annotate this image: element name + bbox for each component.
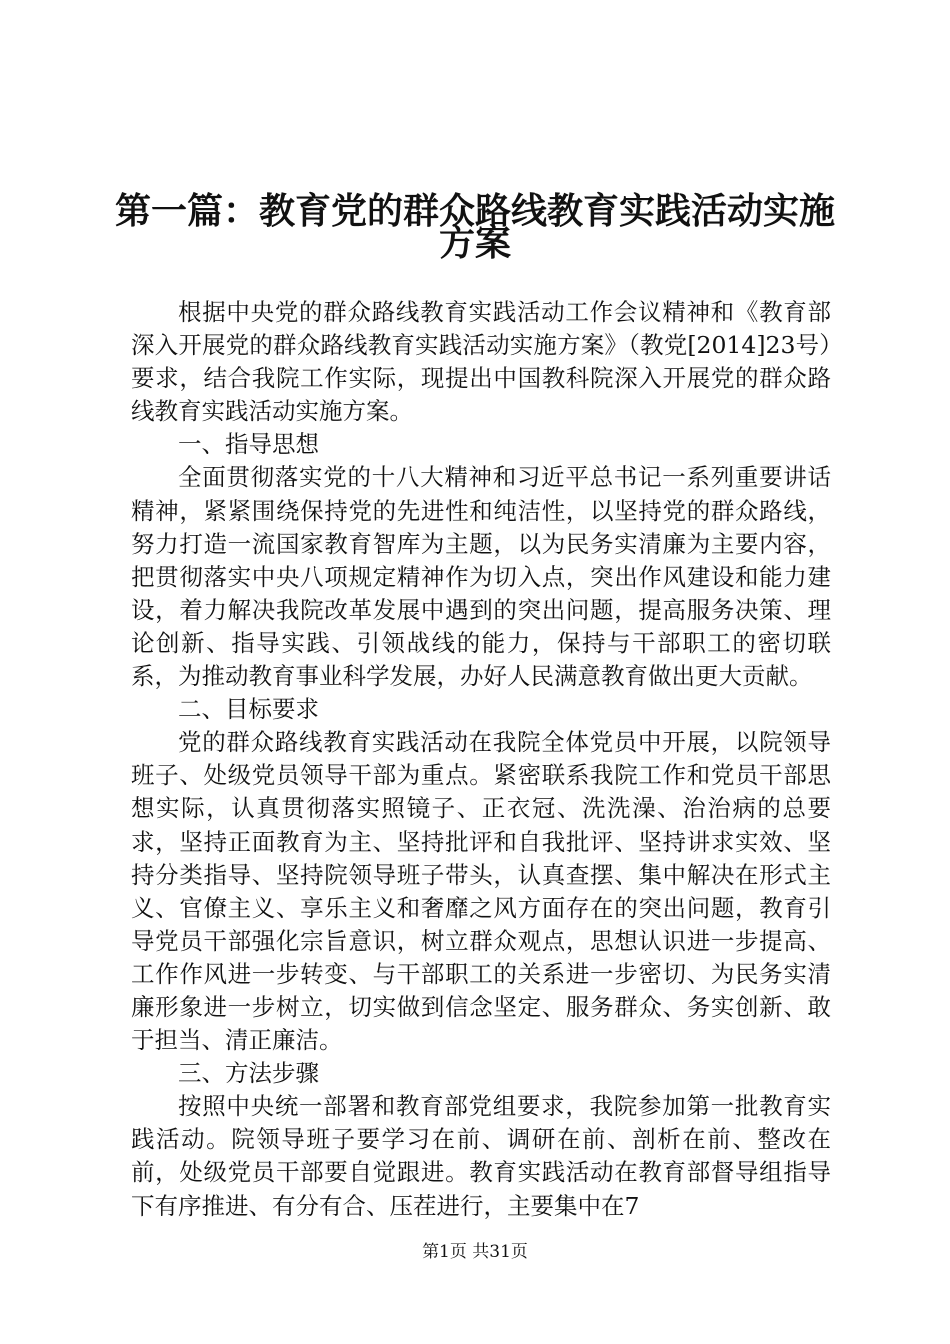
section-heading-goals: 二、目标要求 xyxy=(178,695,319,724)
guiding-thought-paragraph: 全面贯彻落实党的十八大精神和习近平总书记一系列重要讲话精神，紧紧围绕保持党的先进性和纯洁性，以坚持党的群众路线，努力打造一流国家教育智库为主题，以为民务实清廉为主要内容，把贯彻落实中央八项规定精神作为切入点，突出作风建设和能力建设，着力解决我院改革发展中遇到的突出问题，提高服务决策、理论创新、指导实践、引领战线的能力，保持与干部职工的密切联系，为推动教育事业科学发展，办好人民满意教育做出更大贡献。 xyxy=(131,463,831,691)
section-heading-methods: 三、方法步骤 xyxy=(178,1059,319,1088)
document-title-line-2: 方案 xyxy=(438,222,511,264)
page-number-footer: 第1页 共31页 xyxy=(422,1242,528,1262)
document-body xyxy=(131,296,831,1223)
intro-paragraph: 根据中央党的群众路线教育实践活动工作会议精神和《教育部深入开展党的群众路线教育实践活动实施方案》（教党[2014]23号）要求，结合我院工作实际，现提出中国教科院深入开展党的群众路线教育实践活动实施方案。 xyxy=(131,298,831,426)
goals-paragraph: 党的群众路线教育实践活动在我院全体党员中开展，以院领导班子、处级党员领导干部为重点。紧密联系我院工作和党员干部思想实际，认真贯彻落实照镜子、正衣冠、洗洗澡、治治病的总要求，坚持正面教育为主、坚持批评和自我批评、坚持讲求实效、坚持分类指导、坚持院领导班子带头，认真查摆、集中解决在形式主义、官僚主义、享乐主义和奢靡之风方面存在的突出问题，教育引导党员干部强化宗旨意识，树立群众观点，思想认识进一步提高、工作作风进一步转变、与干部职工的关系进一步密切、为民务实清廉形象进一步树立，切实做到信念坚定、服务群众、务实创新、敢于担当、清正廉洁。 xyxy=(131,728,831,1055)
methods-paragraph: 按照中央统一部署和教育部党组要求，我院参加第一批教育实践活动。院领导班子要学习在前、调研在前、剖析在前、整改在前，处级党员干部要自觉跟进。教育实践活动在教育部督导组指导下有序推进、有分有合、压茬进行，主要集中在7 xyxy=(131,1092,831,1220)
section-heading-guiding-thought: 一、指导思想 xyxy=(178,430,319,459)
document-title-line-1: 第一篇：教育党的群众路线教育实践活动实施 xyxy=(114,190,835,232)
